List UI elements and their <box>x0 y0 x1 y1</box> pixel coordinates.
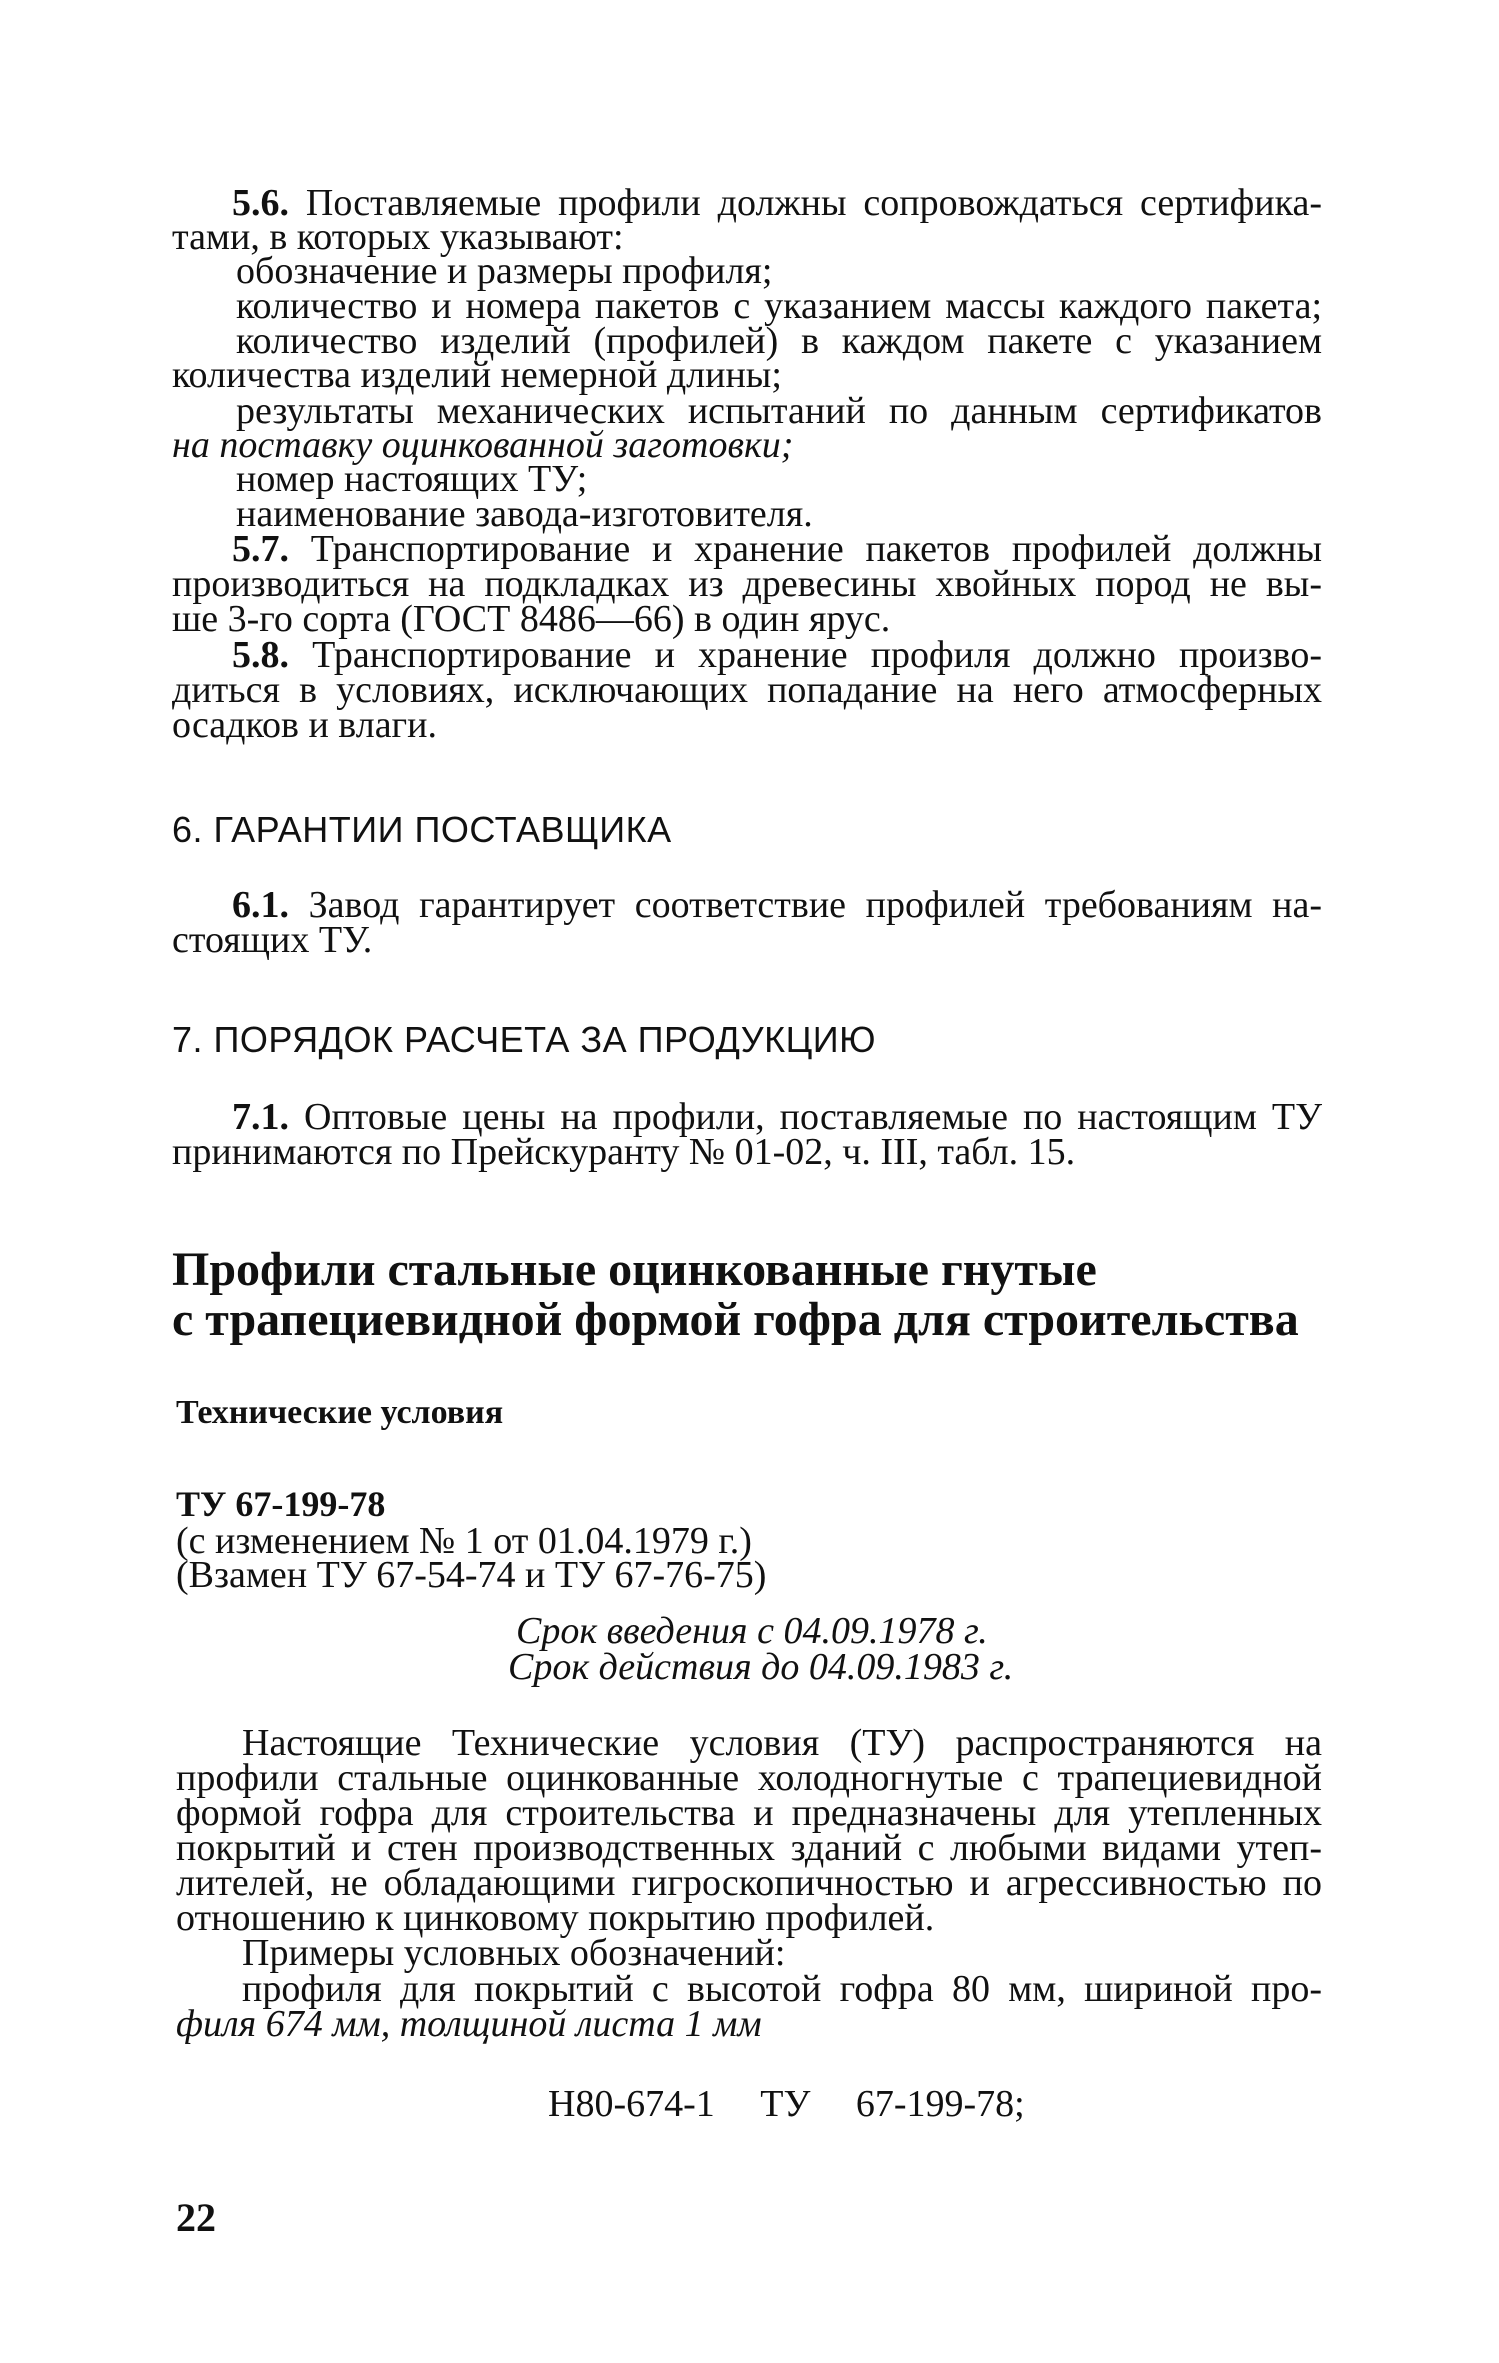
intro-line-3: формой гофра для строительства и предназначены для утепленных <box>176 1792 1322 1834</box>
cert-item-designation: обозначение и размеры профиля; <box>236 250 773 292</box>
clause-number-5-7: 5.7. <box>232 528 289 570</box>
paragraph-5-6-line-2: тами, в которых указывают: <box>172 216 624 258</box>
change-note: (с изменением № 1 от 01.04.1979 г.) <box>176 1520 752 1562</box>
cert-item-packages: количество и номера пакетов с указанием массы каждого пакета; <box>236 285 1322 327</box>
example-line-1: профиля для покрытий с высотой гофра 80 мм, шириной про- <box>242 1968 1322 2010</box>
paragraph-5-8-line-3: осадков и влаги. <box>172 704 437 746</box>
expiry-date: Срок действия до 04.09.1983 г. <box>508 1646 1014 1688</box>
examples-heading: Примеры условных обозначений: <box>242 1932 786 1974</box>
paragraph-6-1-text: Завод гарантирует соответствие профилей требованиям на- <box>308 884 1323 926</box>
replacement-note: (Взамен ТУ 67-54-74 и ТУ 67-76-75) <box>176 1554 767 1596</box>
paragraph-7-1-text: Оптовые цены на профили, поставляемые по настоящим ТУ <box>304 1096 1323 1138</box>
paragraph-5-8-text: Транспортирование и хранение профиля должно произво- <box>312 634 1322 676</box>
intro-line-6: отношению к цинковому покрытию профилей. <box>176 1897 935 1939</box>
paragraph-7-1-line-2: принимаются по Прейскуранту № 01-02, ч. III, табл. 15. <box>172 1131 1076 1173</box>
example-line-2: филя 674 мм, толщиной листа 1 мм <box>176 2003 762 2045</box>
example-designation: Н80-674-1 ТУ 67-199-78; <box>548 2083 1025 2125</box>
clause-number-6-1: 6.1. <box>232 884 289 926</box>
paragraph-5-7-line-3: ше 3-го сорта (ГОСТ 8486—66) в один ярус. <box>172 598 891 640</box>
cert-item-manufacturer: наименование завода-изготовителя. <box>236 493 813 535</box>
paragraph-5-7-line-2: производиться на подкладках из древесины хвойных пород не вы- <box>172 563 1322 605</box>
clause-number-5-8: 5.8. <box>232 634 289 676</box>
intro-line-2: профили стальные оцинкованные холодногнутые с трапециевидной <box>176 1757 1322 1799</box>
clause-number-7-1: 7.1. <box>232 1096 289 1138</box>
section-7-heading: 7. ПОРЯДОК РАСЧЕТА ЗА ПРОДУКЦИЮ <box>172 1019 876 1060</box>
cert-item-tests-line-1: результаты механических испытаний по данным сертификатов <box>236 390 1322 432</box>
document-title-line-2: с трапециевидной формой гофра для строительства <box>172 1293 1299 1346</box>
cert-item-quantity-line-1: количество изделий (профилей) в каждом пакете с указанием <box>236 320 1322 362</box>
cert-item-quantity-line-2: количества изделий немерной длины; <box>172 354 782 396</box>
paragraph-6-1-line-2: стоящих ТУ. <box>172 919 373 961</box>
paragraph-6-1-line-1 <box>232 886 1322 924</box>
effective-date: Срок введения с 04.09.1978 г. <box>516 1610 988 1652</box>
document-code: ТУ 67-199-78 <box>176 1484 386 1524</box>
section-6-heading: 6. ГАРАНТИИ ПОСТАВЩИКА <box>172 809 672 850</box>
paragraph-5-7-text: Транспортирование и хранение пакетов профилей должны <box>310 528 1322 570</box>
page-number: 22 <box>176 2195 216 2240</box>
intro-line-5: лителей, не обладающими гигроскопичностью и агрессивностью по <box>176 1862 1322 1904</box>
intro-line-4: покрытий и стен производственных зданий с любыми видами утеп- <box>176 1827 1322 1869</box>
document-title-line-1: Профили стальные оцинкованные гнутые <box>172 1243 1097 1296</box>
cert-item-tu-number: номер настоящих ТУ; <box>236 458 588 500</box>
document-subtitle: Технические условия <box>176 1394 504 1431</box>
clause-number-5-6: 5.6. <box>232 182 289 224</box>
intro-line-1: Настоящие Технические условия (ТУ) распространяются на <box>242 1722 1322 1764</box>
cert-item-tests-line-2: на поставку оцинкованной заготовки; <box>172 424 794 466</box>
paragraph-5-8-line-2: диться в условиях, исключающих попадание на него атмосферных <box>172 669 1322 711</box>
paragraph-5-6-text: Поставляемые профили должны сопровождаться сертифика- <box>305 182 1323 224</box>
